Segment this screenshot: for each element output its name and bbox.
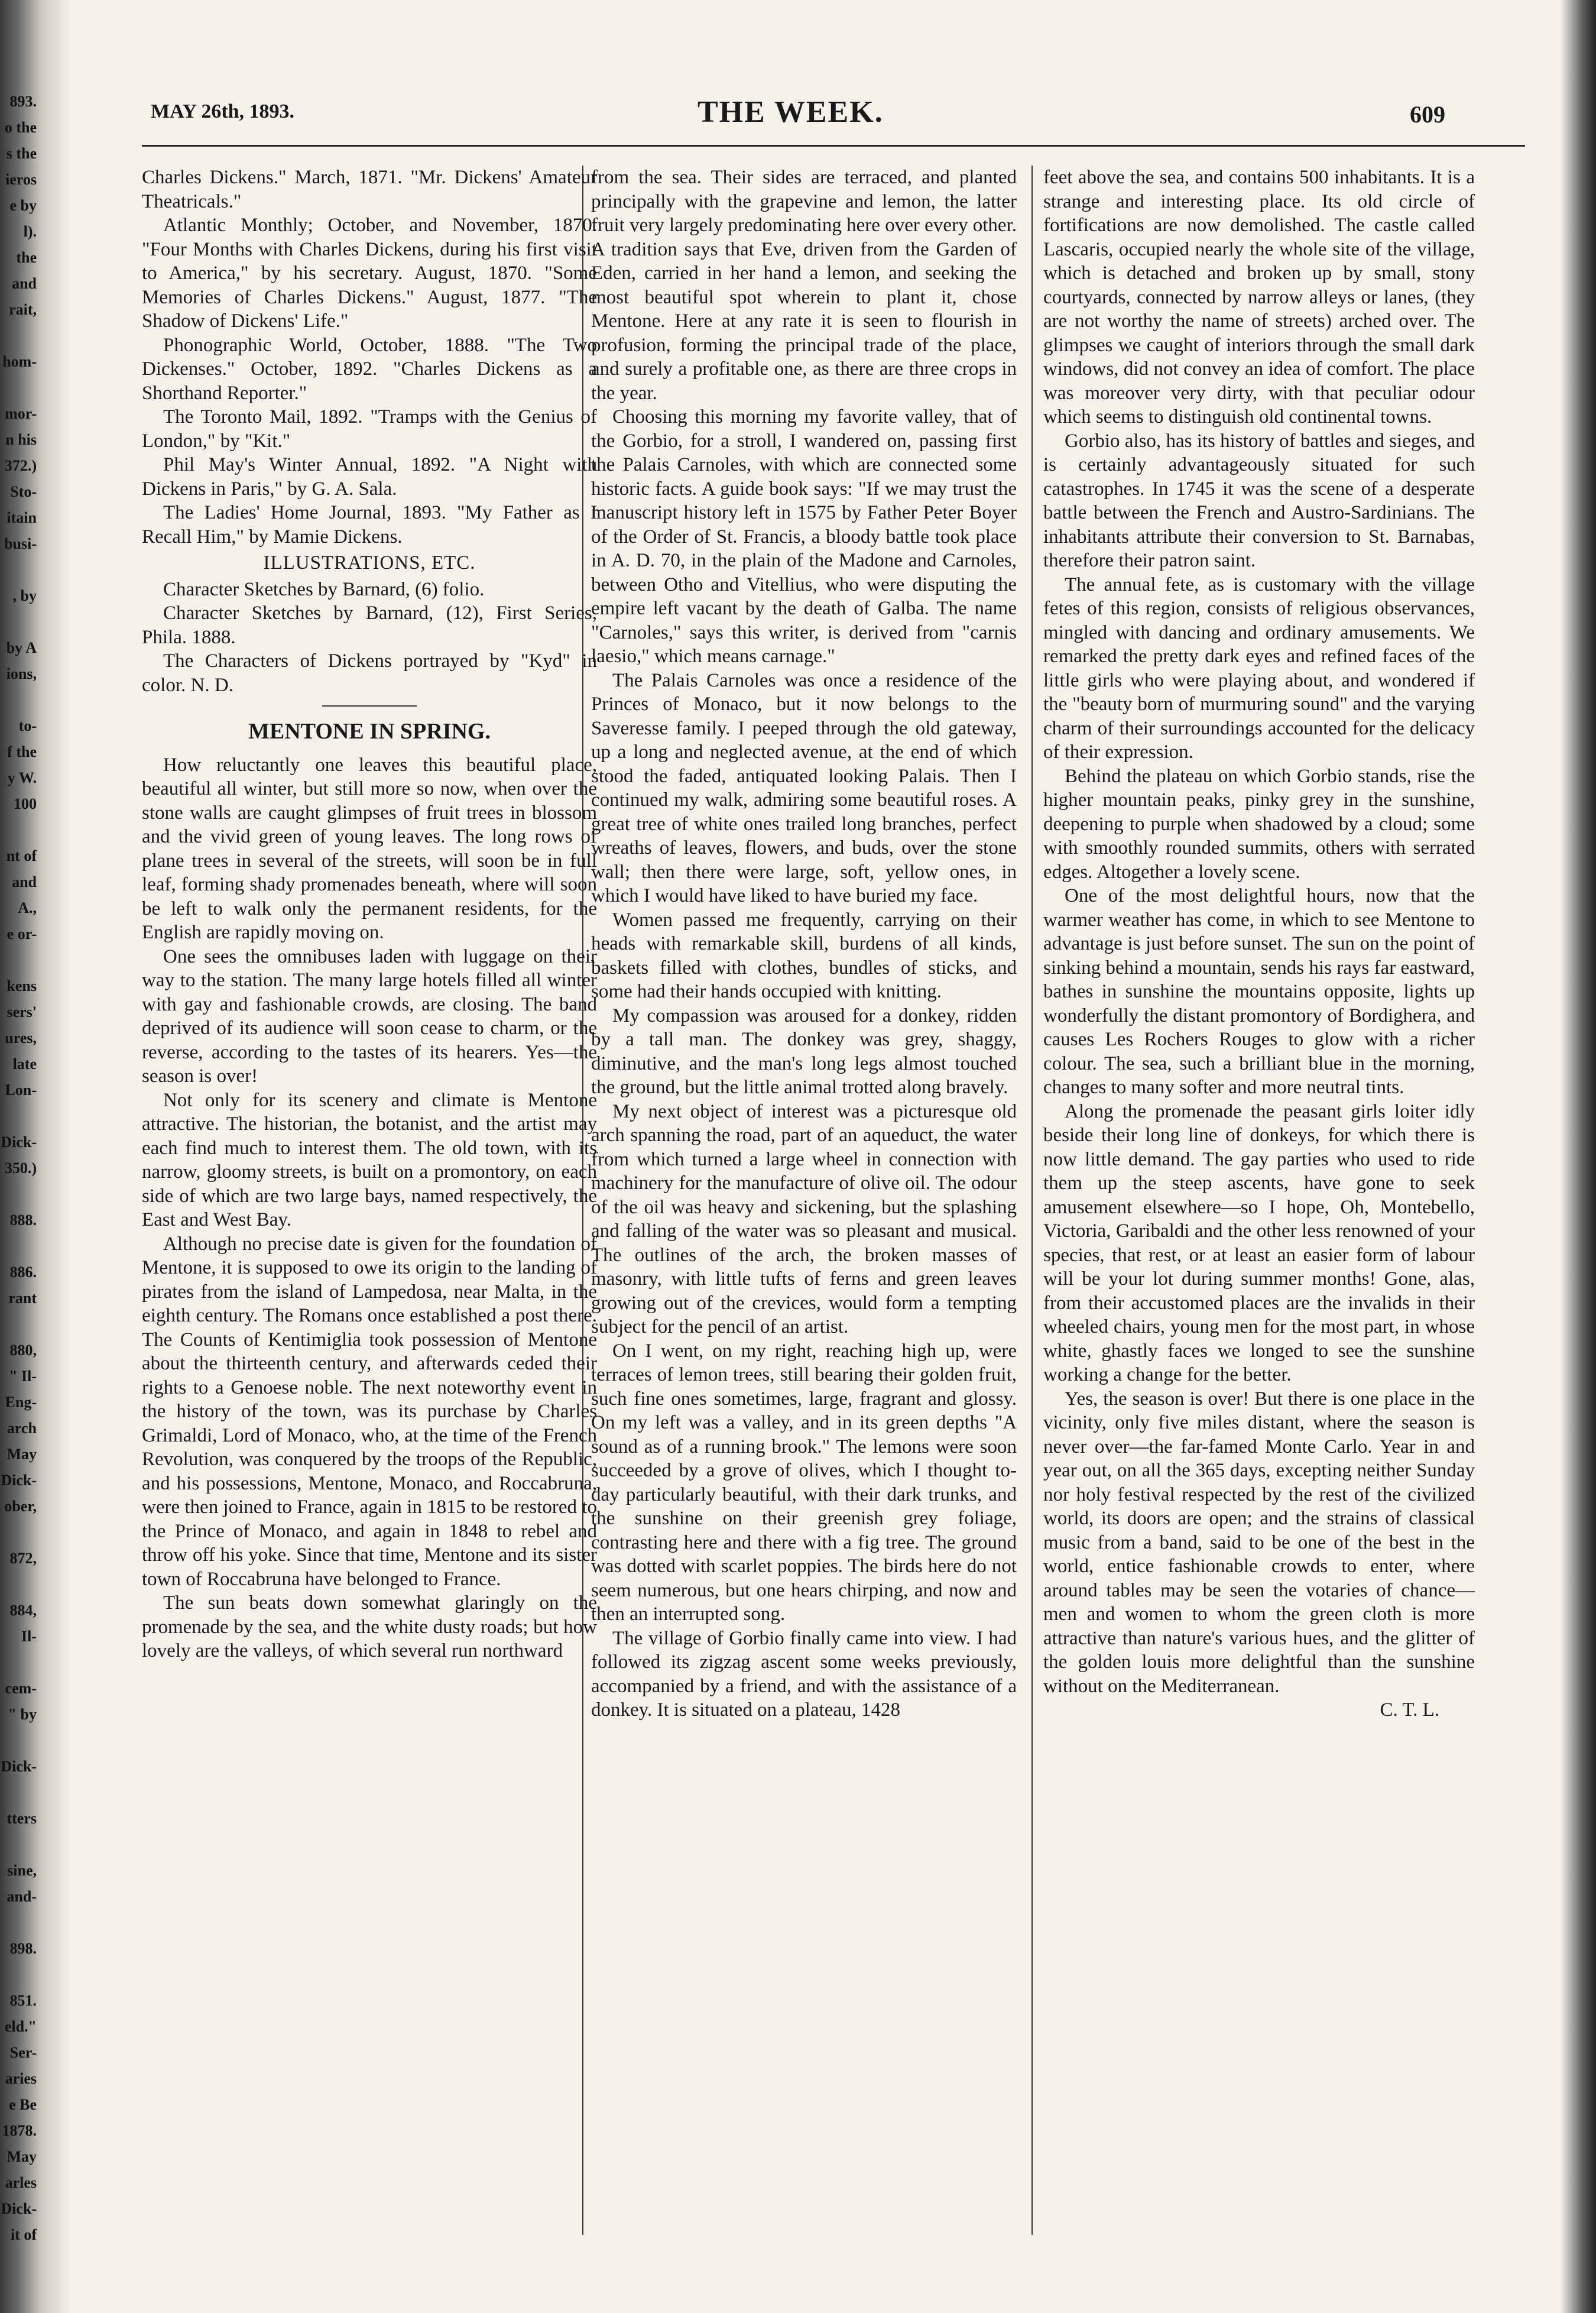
margin-fragment: e by xyxy=(9,197,37,214)
section-divider xyxy=(322,705,417,707)
margin-fragment xyxy=(0,1233,37,1259)
margin-fragment xyxy=(0,1103,37,1129)
margin-fragment: Dick- xyxy=(1,1472,37,1489)
margin-fragment xyxy=(0,1728,37,1754)
margin-fragment: " by xyxy=(8,1706,37,1723)
margin-fragment: ober, xyxy=(4,1498,37,1515)
margin-fragment: n his xyxy=(5,431,37,448)
previous-page-fragments xyxy=(0,89,37,2276)
margin-fragment xyxy=(0,947,37,973)
margin-fragment: Dick- xyxy=(1,1133,37,1151)
margin-fragment: ieros xyxy=(5,171,37,188)
margin-fragment: 886. xyxy=(9,1264,37,1281)
margin-fragment: A., xyxy=(18,899,37,916)
margin-fragment: l). xyxy=(23,223,37,240)
margin-fragment: e Be xyxy=(9,2096,37,2113)
margin-fragment: late xyxy=(12,1055,37,1073)
margin-fragment: Sto- xyxy=(10,483,37,500)
margin-fragment: itain xyxy=(7,509,37,526)
article-paragraph: feet above the sea, and contains 500 inhabitants. It is a strange and interesting place. Its old circle of fortifications are now demolished. The castle called Lascaris, occupied nearly the whole site of the village, which is detached and broken up by small, stony courtyards, connected by narrow alleys or lanes, (they are not worthy the name of streets) arched over. The glimpses we caught of interiors through the small dark windows, did not convey an idea of comfort. The place was moreover very dirty, with that peculiar odour which seems to distinguish old continental towns. xyxy=(1043,167,1475,427)
article-paragraph: Not only for its scenery and climate is Mentone attractive. The historian, the botanist, and the artist may each find much to interest them. The old town, with its narrow, gloomy streets, is built on a promontory, on each side of which are two large bays, named respectively, the East and West Bay. xyxy=(142,1089,597,1230)
margin-fragment: rant xyxy=(8,1290,37,1307)
bibliography-entry: Character Sketches by Barnard, (6) folio. xyxy=(163,578,485,600)
author-signature: C. T. L. xyxy=(1380,1699,1439,1721)
margin-fragment: hom- xyxy=(2,353,37,370)
margin-fragment: busi- xyxy=(4,535,37,552)
article-paragraph: from the sea. Their sides are terraced, and planted principally with the grapevine and lemon, the latter fruit very largely predominating here over every other. A tradition says that Eve, driven from the Garden of Eden, carried in her hand a lemon, and seeking the most beautiful spot wherein to plant it, chose Mentone. Here at any rate it is seen to flourish in profusion, forming the principal trade of the place, and surely a profitable one, as there are three crops in the year. xyxy=(591,167,1017,404)
margin-fragment: sers' xyxy=(7,1003,37,1021)
column-3 xyxy=(1043,166,1475,1722)
article-paragraph: One of the most delightful hours, now that the warmer weather has come, in which to see Mentone to advantage is just before sunset. The sun on the point of sinking behind a mountain, sends his rays far eastward, bathes in sunshine the mountains opposite, lights up wonderfully the distant promontory of Bordighera, and causes Les Rochers Rouges to glow with a richer colour. The sea, such a brilliant blue in the morning, changes to many softer and more neutral tints. xyxy=(1043,885,1475,1098)
margin-fragment: Lon- xyxy=(5,1081,37,1099)
margin-fragment: ions, xyxy=(6,665,37,682)
article-paragraph: On I went, on my right, reaching high up, were terraces of lemon trees, still bearing their golden fruit, such fine ones sometimes, large, fragrant and glossy. On my left was a valley, and in its green depths "A sound as of a running brook." The lemons were soon succeeded by a grove of olives, which I thought to-day particularly beautiful, with their dark trunks, and the sunshine on their greenish grey foliage, contrasting here and there with a fig tree. The ground was dotted with scarlet poppies. The birds here do not seem numerous, but one hears chirping, and now and then an interrupted song. xyxy=(591,1340,1017,1625)
margin-fragment: " Il- xyxy=(9,1368,37,1385)
margin-fragment: cem- xyxy=(5,1680,37,1697)
margin-fragment: by A xyxy=(6,639,37,656)
margin-fragment: 1878. xyxy=(2,2122,37,2139)
margin-fragment: 898. xyxy=(9,1940,37,1957)
margin-fragment: arles xyxy=(5,2174,37,2191)
margin-fragment: kens xyxy=(7,977,37,994)
column-2 xyxy=(591,166,1017,1722)
article-paragraph: Women passed me frequently, carrying on their heads with remarkable skill, burdens of all kinds, baskets filled with clothes, bundles of sticks, and some had their hands occupied with knitting. xyxy=(591,909,1017,1002)
header-rule xyxy=(142,145,1525,147)
bibliography-entry: Phil May's Winter Annual, 1892. "A Night with Dickens in Paris," by G. A. Sala. xyxy=(142,454,597,500)
bibliography-entry: Charles Dickens." March, 1871. "Mr. Dickens' Amateur Theatricals." xyxy=(142,167,597,212)
illustrations-heading: ILLUSTRATIONS, ETC. xyxy=(263,552,476,574)
margin-fragment: arch xyxy=(7,1420,37,1437)
margin-fragment: 884, xyxy=(9,1602,37,1619)
article-paragraph: The Palais Carnoles was once a residence of the Princes of Monaco, but it now belongs to the Saveresse family. I peeped through the old gateway, up a long and neglected avenue, at the end of which stood the faded, antiquated looking Palais. Then I continued my walk, admiring some beautiful roses. A great tree of white ones trailed long branches, perfect wreaths of leaves, flowers, and buds, over the stone wall; then there were large, soft, yellow ones, in which I would have liked to have buried my face. xyxy=(591,669,1017,906)
bibliography-entry: Atlantic Monthly; October, and November, 1870. "Four Months with Charles Dickens, during his first visit to America," by his secretary. August, 1870. "Some Memories of Charles Dickens." August, 1877. "The Shadow of Dickens' Life." xyxy=(142,215,597,332)
margin-fragment xyxy=(0,609,37,635)
margin-fragment: Ser- xyxy=(9,2044,37,2061)
margin-fragment xyxy=(0,1311,37,1337)
article-paragraph: One sees the omnibuses laden with luggage on their way to the station. The many large hotels filled all winter with gay and fashionable crowds, are closing. The band deprived of its audience will soon cease to charm, or the reverse, according to the tastes of its hearers. Yes—the season is over! xyxy=(142,945,597,1087)
margin-fragment: nt of xyxy=(6,847,37,864)
margin-fragment xyxy=(0,1650,37,1676)
margin-fragment: and xyxy=(12,275,37,292)
page-edge xyxy=(1561,0,1596,2313)
margin-fragment xyxy=(0,1520,37,1546)
article-paragraph: The village of Gorbio finally came into view. I had followed its zigzag ascent some weeks previously, accompanied by a friend, and with the assistance of a donkey. It is situated on a plateau, 1428 xyxy=(591,1627,1017,1721)
article-paragraph: How reluctantly one leaves this beautiful place, beautiful all winter, but still more so now, when over the stone walls are caught glimpses of fruit trees in blossom and the vivid green of young leaves. The long rows of plane trees in several of the streets, will soon be in full leaf, forming shady promenades beneath, where will soon be left to walk only the permanent residents, for the English are rapidly moving on. xyxy=(142,754,597,943)
margin-fragment: ures, xyxy=(5,1029,37,1047)
margin-fragment: 888. xyxy=(9,1211,37,1229)
margin-fragment: mor- xyxy=(5,405,37,422)
margin-fragment: s the xyxy=(6,145,37,162)
margin-fragment xyxy=(0,1962,37,1988)
margin-fragment: 350.) xyxy=(4,1159,37,1177)
margin-fragment: Eng- xyxy=(5,1394,37,1411)
bibliography-entry: Phonographic World, October, 1888. "The Two Dickenses." October, 1892. "Charles Dickens as a Shorthand Reporter." xyxy=(142,334,597,404)
margin-fragment: May xyxy=(7,1446,37,1463)
margin-fragment xyxy=(0,1572,37,1598)
margin-fragment xyxy=(0,1181,37,1207)
margin-fragment: and xyxy=(12,873,37,890)
margin-fragment: the xyxy=(16,249,37,266)
article-paragraph: Choosing this morning my favorite valley, that of the Gorbio, for a stroll, I wandered on, passing first the Palais Carnoles, with which are connected some historic facts. A guide book says: "If we may trust the manuscript history left in 1575 by Father Peter Boyer of the Order of St. Francis, a bloody battle took place in A. D. 70, in the plain of the Madone and Carnoles, between Otho and Vitellius, who were disputing the empire left vacant by the death of Galba. The name "Carnoles," says this writer, is derived from "carnis laesio," which means carnage." xyxy=(591,406,1017,667)
margin-fragment: 100 xyxy=(14,795,37,812)
margin-fragment: f the xyxy=(7,743,37,760)
margin-fragment: eld." xyxy=(4,2018,37,2035)
margin-fragment: e or- xyxy=(7,925,37,942)
margin-fragment xyxy=(0,1910,37,1936)
margin-fragment: aries xyxy=(5,2070,37,2087)
margin-fragment: it of xyxy=(10,2226,37,2243)
margin-fragment: sine, xyxy=(7,1862,37,1879)
article-paragraph: Behind the plateau on which Gorbio stands, rise the higher mountain peaks, pinky grey in the sunshine, deepening to purple when shadowed by a cloud; some with smoothly rounded summits, others with serrated edges. Altogether a lovely scene. xyxy=(1043,765,1475,883)
margin-fragment: , by xyxy=(12,587,37,604)
bibliography-entry: The Ladies' Home Journal, 1893. "My Father as I Recall Him," by Mamie Dickens. xyxy=(142,502,597,548)
article-paragraph: The annual fete, as is customary with the village fetes of this region, consists of religious observances, mingled with dancing and ordinary amusements. We remarked the pretty dark eyes and refined faces of the little girls who were playing about, and wondered if the "beauty born of murmuring sound" and the varying charm of their surroundings accounted for the delicacy of their expression. xyxy=(1043,574,1475,763)
issue-date: MAY 26th, 1893. xyxy=(151,101,295,122)
article-paragraph: Gorbio also, has its history of battles and sieges, and is certainly advantageously situated for such catastrophes. In 1745 it was the scene of a desperate battle between the French and Austro-Sardinians. The inhabitants attribute their conversion to St. Barnabas, therefore their patron saint. xyxy=(1043,430,1475,571)
article-paragraph: Along the promenade the peasant girls loiter idly beside their long line of donkeys, for which there is now little demand. The gay parties who used to ride them up the steep ascents, have gone to seek amusement elsewhere—so I hope, Oh, Montebello, Victoria, Garibaldi and the other less renowned of your species, that rest, or at least an easier form of labour will be your lot during summer months! Gone, alas, from their accustomed places are the invalids in their wheeled chairs, young men for the most part, in whose white, ghastly faces we longed to see the sunshine working a change for the better. xyxy=(1043,1100,1475,1385)
margin-fragment: 851. xyxy=(9,1992,37,2009)
margin-fragment xyxy=(0,1780,37,1806)
margin-fragment xyxy=(0,323,37,349)
margin-fragment: 893. xyxy=(9,93,37,110)
margin-fragment: and- xyxy=(7,1888,37,1905)
margin-fragment: rait, xyxy=(9,301,37,318)
article-paragraph: The sun beats down somewhat glaringly on the promenade by the sea, and the white dusty roads; but how lovely are the valleys, of which several run northward xyxy=(142,1592,597,1661)
margin-fragment: 872, xyxy=(9,1550,37,1567)
margin-fragment: y W. xyxy=(7,769,37,786)
column-rule xyxy=(1031,166,1033,2235)
margin-fragment: May xyxy=(7,2148,37,2165)
article-paragraph: My compassion was aroused for a donkey, ridden by a tall man. The donkey was grey, shaggy, diminutive, and the man's long legs almost touched the ground, but the little animal trotted along bravely. xyxy=(591,1005,1017,1098)
article-paragraph: Yes, the season is over! But there is one place in the vicinity, only five miles distant, where the season is never over—the far-famed Monte Carlo. Year in and year out, on all the 365 days, excepting neither Sunday nor holy festival respected by the rest of the civilized world, its doors are open; and the strains of classical music from a band, said to be one of the best in the world, entice fashionable crowds to enter, where around tables may be seen the votaries of chance—men and women to whom the green cloth is more attractive than nature's various hues, and the glitter of the golden louis more delightful than the sunshine without on the Mediterranean. xyxy=(1043,1388,1475,1697)
margin-fragment xyxy=(0,817,37,843)
margin-fragment: 880, xyxy=(9,1342,37,1359)
margin-fragment: tters xyxy=(7,1810,37,1827)
bibliography-entry: The Characters of Dickens portrayed by "Kyd" in color. N. D. xyxy=(142,650,597,696)
article-paragraph: My next object of interest was a picturesque old arch spanning the road, part of an aqueduct, the water from which turned a large wheel in connection with machinery for the manufacture of olive oil. The odour of the oil was heavy and sickening, but the splashing and falling of the water was so pleasant and musical. The outlines of the arch, the broken masses of masonry, with little tufts of ferns and green leaves growing out of the crevices, would form a tempting subject for the pencil of an artist. xyxy=(591,1100,1017,1337)
margin-fragment: 372.) xyxy=(4,457,37,474)
bibliography-entry: The Toronto Mail, 1892. "Tramps with the Genius of London," by "Kit." xyxy=(142,406,597,452)
bibliography-entry: Character Sketches by Barnard, (12), First Series, Phila. 1888. xyxy=(142,602,597,648)
page-number: 609 xyxy=(1410,101,1445,128)
masthead-title: THE WEEK. xyxy=(698,95,884,129)
margin-fragment: Il- xyxy=(21,1628,37,1645)
margin-fragment: Dick- xyxy=(1,2200,37,2217)
margin-fragment: to- xyxy=(18,717,37,734)
margin-fragment: o the xyxy=(4,119,37,136)
margin-fragment xyxy=(0,687,37,713)
article-title: MENTONE IN SPRING. xyxy=(248,719,491,744)
article-paragraph: Although no precise date is given for the foundation of Mentone, it is supposed to owe its origin to the landing of pirates from the island of Lampedosa, near Malta, in the eighth century. The Romans once established a post there. The Counts of Kentimiglia took possession of Mentone about the thirteenth century, and afterwards ceded their rights to a Genoese noble. The next noteworthy event in the history of the town, was its purchase by Charles Grimaldi, Lord of Monaco, who, at the time of the French Revolution, was conquered by the troops of the Republic, and his possessions, Mentone, Monaco, and Roccabruna, were then joined to France, again in 1815 to be restored to the Prince of Monaco, and again in 1848 to rebel and throw off his yoke. Since that time, Mentone and its sister town of Roccabruna have belonged to France. xyxy=(142,1233,597,1590)
column-1 xyxy=(142,166,597,1663)
margin-fragment: Dick- xyxy=(1,1758,37,1775)
margin-fragment xyxy=(0,557,37,583)
margin-fragment xyxy=(0,1832,37,1858)
margin-fragment xyxy=(0,375,37,401)
